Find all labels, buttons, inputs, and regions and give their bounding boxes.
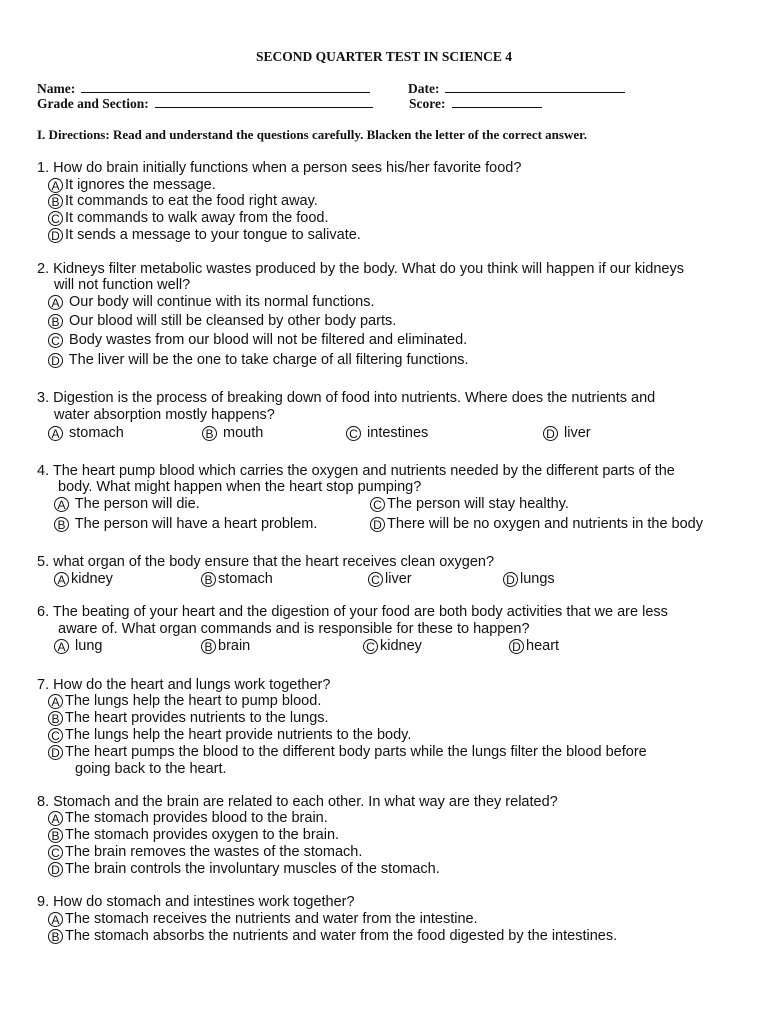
option-d[interactable]: D The brain controls the involuntary muscles of the stomach.	[48, 861, 440, 878]
option-d[interactable]: D liver	[543, 425, 591, 442]
date-label: Date:	[408, 81, 440, 96]
answer-bubble[interactable]: A	[48, 694, 63, 709]
answer-bubble[interactable]: A	[48, 178, 63, 193]
answer-bubble[interactable]: B	[48, 711, 63, 726]
option-a[interactable]: A kidney	[54, 571, 113, 588]
score-label: Score:	[409, 96, 446, 111]
option-a[interactable]: A Our body will continue with its normal functions.	[48, 294, 374, 311]
answer-bubble[interactable]: D	[503, 572, 518, 587]
answer-bubble[interactable]: B	[48, 194, 63, 209]
option-b[interactable]: B The stomach absorbs the nutrients and water from the food digested by the intestines.	[48, 928, 617, 945]
answer-bubble[interactable]: C	[368, 572, 383, 587]
name-label: Name:	[37, 81, 76, 96]
option-a[interactable]: A lung	[54, 638, 102, 655]
answer-bubble[interactable]: B	[48, 929, 63, 944]
question-stem-continued: water absorption mostly happens?	[54, 407, 275, 423]
question-stem: 5. what organ of the body ensure that the heart receives clean oxygen?	[37, 554, 495, 570]
question-stem: 8. Stomach and the brain are related to each other. In what way are they related?	[37, 794, 558, 810]
option-d[interactable]: D There will be no oxygen and nutrients in the body	[370, 516, 703, 533]
answer-bubble[interactable]: C	[48, 728, 63, 743]
option-a[interactable]: A stomach	[48, 425, 124, 442]
option-a[interactable]: A The lungs help the heart to pump blood.	[48, 693, 321, 710]
option-b[interactable]: B The heart provides nutrients to the lungs.	[48, 710, 329, 727]
answer-bubble[interactable]: A	[48, 811, 63, 826]
answer-bubble[interactable]: A	[54, 497, 69, 512]
option-c[interactable]: C kidney	[363, 638, 422, 655]
answer-bubble[interactable]: A	[48, 295, 63, 310]
answer-bubble[interactable]: A	[54, 572, 69, 587]
option-d[interactable]: D It sends a message to your tongue to salivate.	[48, 227, 361, 244]
option-b[interactable]: B The stomach provides oxygen to the brain.	[48, 827, 339, 844]
score-blank[interactable]	[452, 95, 542, 108]
option-d[interactable]: D lungs	[503, 571, 555, 588]
option-b[interactable]: B It commands to eat the food right away.	[48, 193, 318, 210]
option-b[interactable]: B brain	[201, 638, 250, 655]
question-stem: 1. How do brain initially functions when a person sees his/her favorite food?	[37, 160, 522, 176]
answer-bubble[interactable]: B	[54, 517, 69, 532]
answer-bubble[interactable]: C	[370, 497, 385, 512]
answer-bubble[interactable]: A	[48, 426, 63, 441]
answer-bubble[interactable]: C	[346, 426, 361, 441]
question-stem: 6. The beating of your heart and the digestion of your food are both body activities that we are less	[37, 604, 668, 620]
question-stem-continued: body. What might happen when the heart stop pumping?	[58, 479, 422, 495]
option-a[interactable]: A The stomach receives the nutrients and water from the intestine.	[48, 911, 478, 928]
option-c[interactable]: C The person will stay healthy.	[370, 496, 569, 513]
grade-label: Grade and Section:	[37, 96, 149, 111]
question-stem-continued: aware of. What organ commands and is responsible for these to happen?	[58, 621, 530, 637]
answer-bubble[interactable]: C	[48, 333, 63, 348]
option-c[interactable]: C The lungs help the heart provide nutrients to the body.	[48, 727, 411, 744]
score-field	[409, 95, 542, 112]
name-blank[interactable]	[81, 80, 370, 93]
option-c[interactable]: C intestines	[346, 425, 428, 442]
date-blank[interactable]	[445, 80, 625, 93]
answer-bubble[interactable]: A	[54, 639, 69, 654]
option-d-continued: going back to the heart.	[75, 761, 227, 777]
option-b[interactable]: B stomach	[201, 571, 273, 588]
answer-bubble[interactable]: D	[48, 745, 63, 760]
answer-bubble[interactable]: C	[48, 211, 63, 226]
question-stem-continued: will not function well?	[54, 277, 191, 293]
option-d[interactable]: D heart	[509, 638, 559, 655]
answer-bubble[interactable]: D	[543, 426, 558, 441]
answer-bubble[interactable]: B	[48, 828, 63, 843]
option-c[interactable]: C It commands to walk away from the food.	[48, 210, 329, 227]
option-c[interactable]: C liver	[368, 571, 412, 588]
question-stem: 4. The heart pump blood which carries the oxygen and nutrients needed by the different parts of the	[37, 463, 675, 479]
answer-bubble[interactable]: D	[48, 228, 63, 243]
question-stem: 3. Digestion is the process of breaking down of food into nutrients. Where does the nutrients and	[37, 390, 656, 406]
answer-bubble[interactable]: D	[48, 862, 63, 877]
grade-field	[37, 95, 373, 112]
question-stem: 7. How do the heart and lungs work together?	[37, 677, 331, 693]
option-b[interactable]: B mouth	[202, 425, 263, 442]
answer-bubble[interactable]: B	[48, 314, 63, 329]
answer-bubble[interactable]: A	[48, 912, 63, 927]
option-b[interactable]: B Our blood will still be cleansed by other body parts.	[48, 313, 396, 330]
test-title: SECOND QUARTER TEST IN SCIENCE 4	[256, 49, 512, 64]
option-c[interactable]: C The brain removes the wastes of the stomach.	[48, 844, 362, 861]
directions: I. Directions: Read and understand the questions carefully. Blacken the letter of the correct answer.	[37, 127, 587, 142]
answer-bubble[interactable]: D	[509, 639, 524, 654]
option-d[interactable]: D The heart pumps the blood to the different body parts while the lungs filter the blood before	[48, 744, 647, 761]
answer-bubble[interactable]: C	[363, 639, 378, 654]
answer-bubble[interactable]: C	[48, 845, 63, 860]
option-c[interactable]: C Body wastes from our blood will not be filtered and eliminated.	[48, 332, 467, 349]
option-b[interactable]: B The person will have a heart problem.	[54, 516, 317, 533]
option-d[interactable]: D The liver will be the one to take charge of all filtering functions.	[48, 352, 469, 369]
option-a[interactable]: A The stomach provides blood to the brain.	[48, 810, 328, 827]
answer-bubble[interactable]: B	[201, 639, 216, 654]
answer-bubble[interactable]: D	[370, 517, 385, 532]
answer-bubble[interactable]: B	[201, 572, 216, 587]
question-stem: 9. How do stomach and intestines work together?	[37, 894, 355, 910]
answer-bubble[interactable]: B	[202, 426, 217, 441]
answer-bubble[interactable]: D	[48, 353, 63, 368]
option-a[interactable]: A The person will die.	[54, 496, 200, 513]
option-a[interactable]: A It ignores the message.	[48, 177, 216, 194]
question-stem: 2. Kidneys filter metabolic wastes produced by the body. What do you think will happen if our kidneys	[37, 261, 684, 277]
grade-blank[interactable]	[155, 95, 373, 108]
